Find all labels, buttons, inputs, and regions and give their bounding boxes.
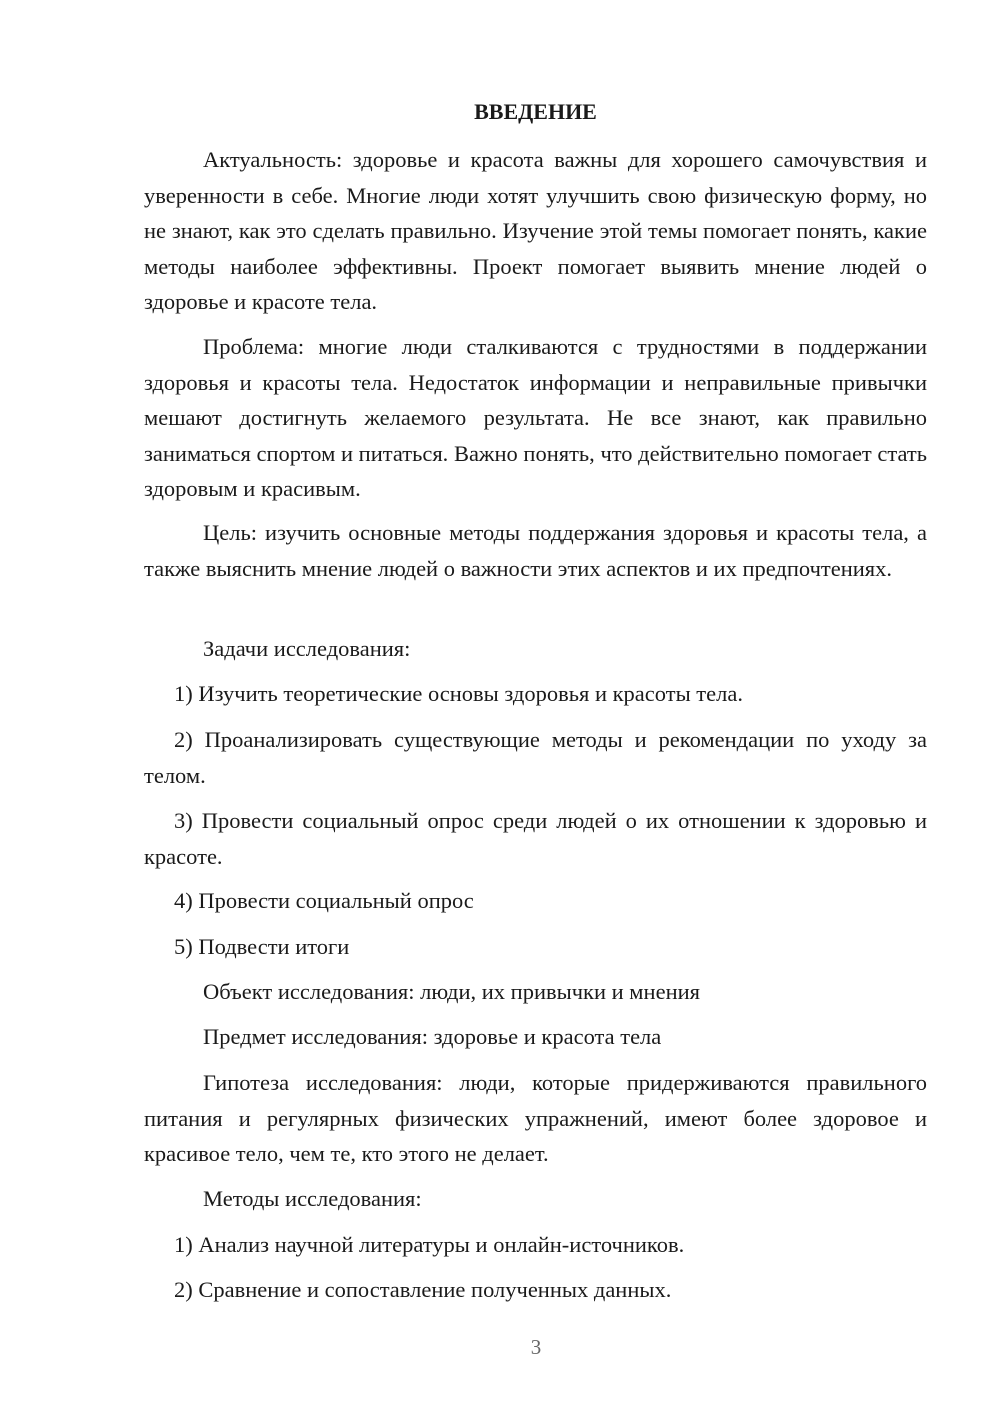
relevance-paragraph: Актуальность: здоровье и красота важны для хорошего самочувствия и уверенности в себе. Многие люди хотят улучшить свою физическую форму, но не знают, как это сделать правильно. Изучение этой темы помогает понять, какие методы наиболее эффективны. Проект помогает выявить мнение людей о здоровье и красоте тела. (144, 147, 927, 314)
task-item-1: 1) Изучить теоретические основы здоровья и красоты тела. (174, 681, 743, 706)
object-paragraph: Объект исследования: люди, их привычки и мнения (203, 979, 700, 1004)
methods-heading: Методы исследования: (203, 1186, 422, 1211)
method-item-1: 1) Анализ научной литературы и онлайн-источников. (174, 1232, 685, 1257)
task-item-4: 4) Провести социальный опрос (174, 888, 474, 913)
method-item-2: 2) Сравнение и сопоставление полученных данных. (174, 1277, 672, 1302)
task-item-5: 5) Подвести итоги (174, 934, 350, 959)
task-item-3: 3) Провести социальный опрос среди людей о их отношении к здоровью и красоте. (144, 808, 927, 869)
hypothesis-paragraph: Гипотеза исследования: люди, которые придерживаются правильного питания и регулярных физических упражнений, имеют более здоровое и красивое тело, чем те, кто этого не делает. (144, 1070, 927, 1166)
task-item-2: 2) Проанализировать существующие методы и рекомендации по уходу за телом. (144, 727, 927, 788)
page-number: 3 (530, 1335, 542, 1359)
page-title: ВВЕДЕНИЕ (474, 99, 597, 124)
problem-paragraph: Проблема: многие люди сталкиваются с трудностями в поддержании здоровья и красоты тела. Недостаток информации и неправильные привычки мешают достигнуть желаемого результата. Не все знают, как правильно заниматься спортом и питаться. Важно понять, что действительно помогает стать здоровым и красивым. (144, 334, 927, 501)
goal-paragraph: Цель: изучить основные методы поддержания здоровья и красоты тела, а также выяснить мнение людей о важности этих аспектов и их предпочтениях. (144, 520, 927, 581)
tasks-heading: Задачи исследования: (203, 636, 411, 661)
subject-paragraph: Предмет исследования: здоровье и красота тела (203, 1024, 662, 1049)
